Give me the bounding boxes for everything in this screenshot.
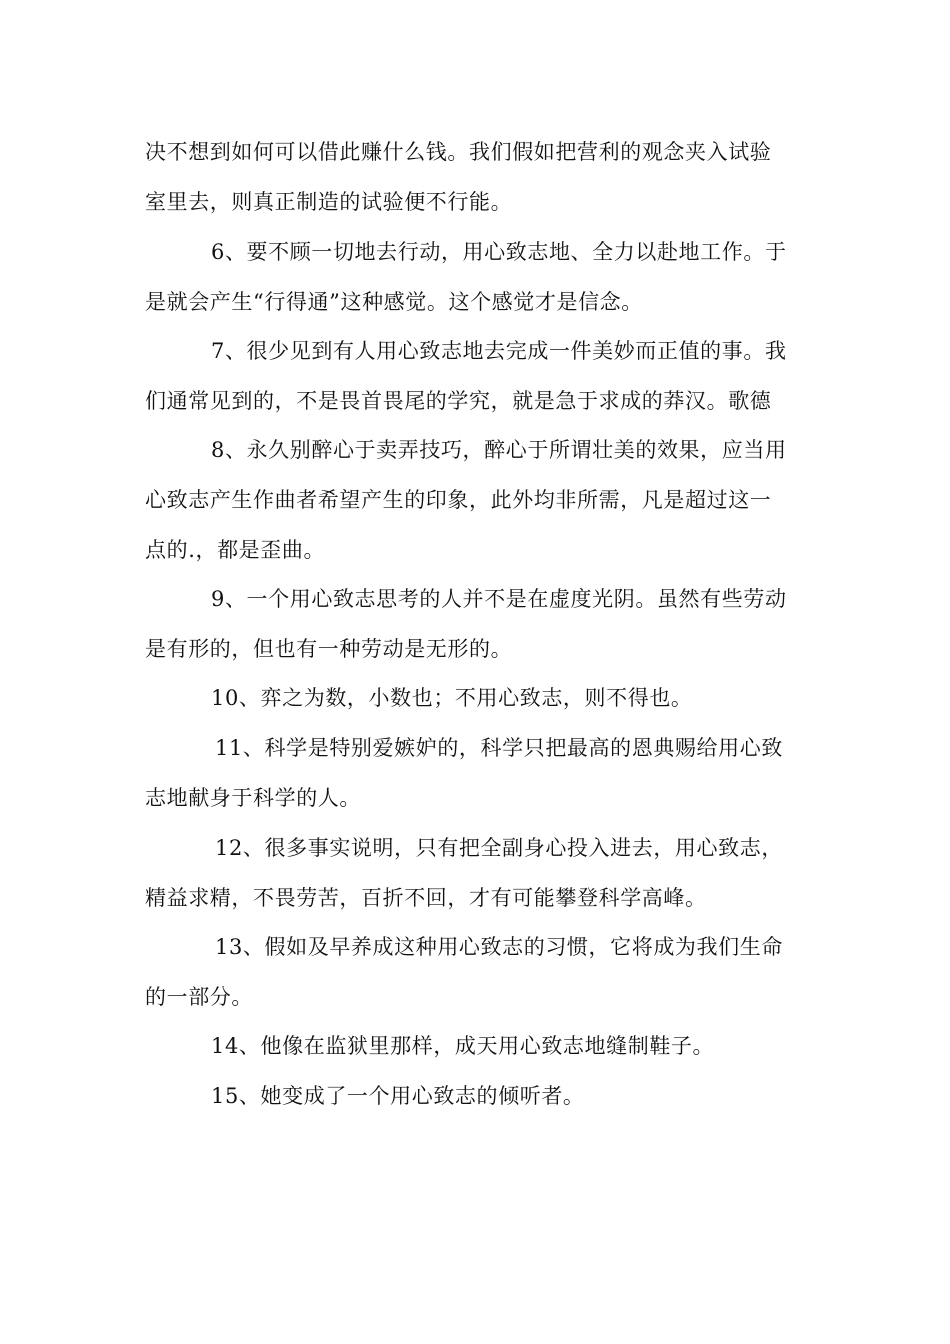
quote-item-8: [145, 425, 810, 575]
text-line: 11、科学是特别爱嫉妒的，科学只把最高的恩典赐给用心致: [215, 736, 783, 760]
paragraph-continuation: [145, 127, 810, 227]
text-line: 的一部分。: [145, 985, 253, 1009]
quote-item-13: [145, 922, 810, 1022]
quote-item-15: [145, 1071, 810, 1121]
quote-item-14: [145, 1021, 810, 1071]
text-line: 6、要不顾一切地去行动，用心致志地、全力以赴地工作。于: [211, 240, 787, 264]
text-line: 12、很多事实说明，只有把全副身心投入进去，用心致志，: [215, 836, 783, 860]
text-line: 13、假如及早养成这种用心致志的习惯，它将成为我们生命: [215, 935, 783, 959]
text-line: 是就会产生“行得通”这种感觉。这个感觉才是信念。: [145, 290, 643, 314]
text-line: 10、弈之为数，小数也；不用心致志，则不得也。: [211, 686, 693, 710]
text-line: 8、永久别醉心于卖弄技巧，醉心于所谓壮美的效果，应当用: [211, 438, 787, 462]
text-line: 点的.，都是歪曲。: [145, 538, 326, 562]
text-line: 是有形的，但也有一种劳动是无形的。: [145, 637, 513, 661]
text-line: 14、他像在监狱里那样，成天用心致志地缝制鞋子。: [211, 1034, 715, 1058]
text-line: 精益求精，不畏劳苦，百折不回，才有可能攀登科学高峰。: [145, 886, 707, 910]
text-line: 7、很少见到有人用心致志地去完成一件美妙而正值的事。我: [211, 339, 787, 363]
text-line: 9、一个用心致志思考的人并不是在虚度光阴。虽然有些劳动: [211, 587, 787, 611]
quote-item-9: [145, 574, 810, 674]
quote-item-7: [145, 326, 810, 426]
text-line: 15、她变成了一个用心致志的倾听者。: [211, 1084, 585, 1108]
text-line: 决不想到如何可以借此赚什么钱。我们假如把营利的观念夹入试验: [145, 140, 772, 164]
text-line: 志地献身于科学的人。: [145, 786, 361, 810]
text-line: 们通常见到的，不是畏首畏尾的学究，就是急于求成的莽汉。歌德: [145, 389, 772, 413]
quote-item-6: [145, 227, 810, 327]
text-line: 心致志产生作曲者希望产生的印象，此外均非所需，凡是超过这一: [145, 488, 772, 512]
quote-item-11: [145, 723, 810, 823]
quote-item-10: [145, 673, 810, 723]
quote-item-12: [145, 823, 810, 923]
text-line: 室里去，则真正制造的试验便不行能。: [145, 190, 513, 214]
